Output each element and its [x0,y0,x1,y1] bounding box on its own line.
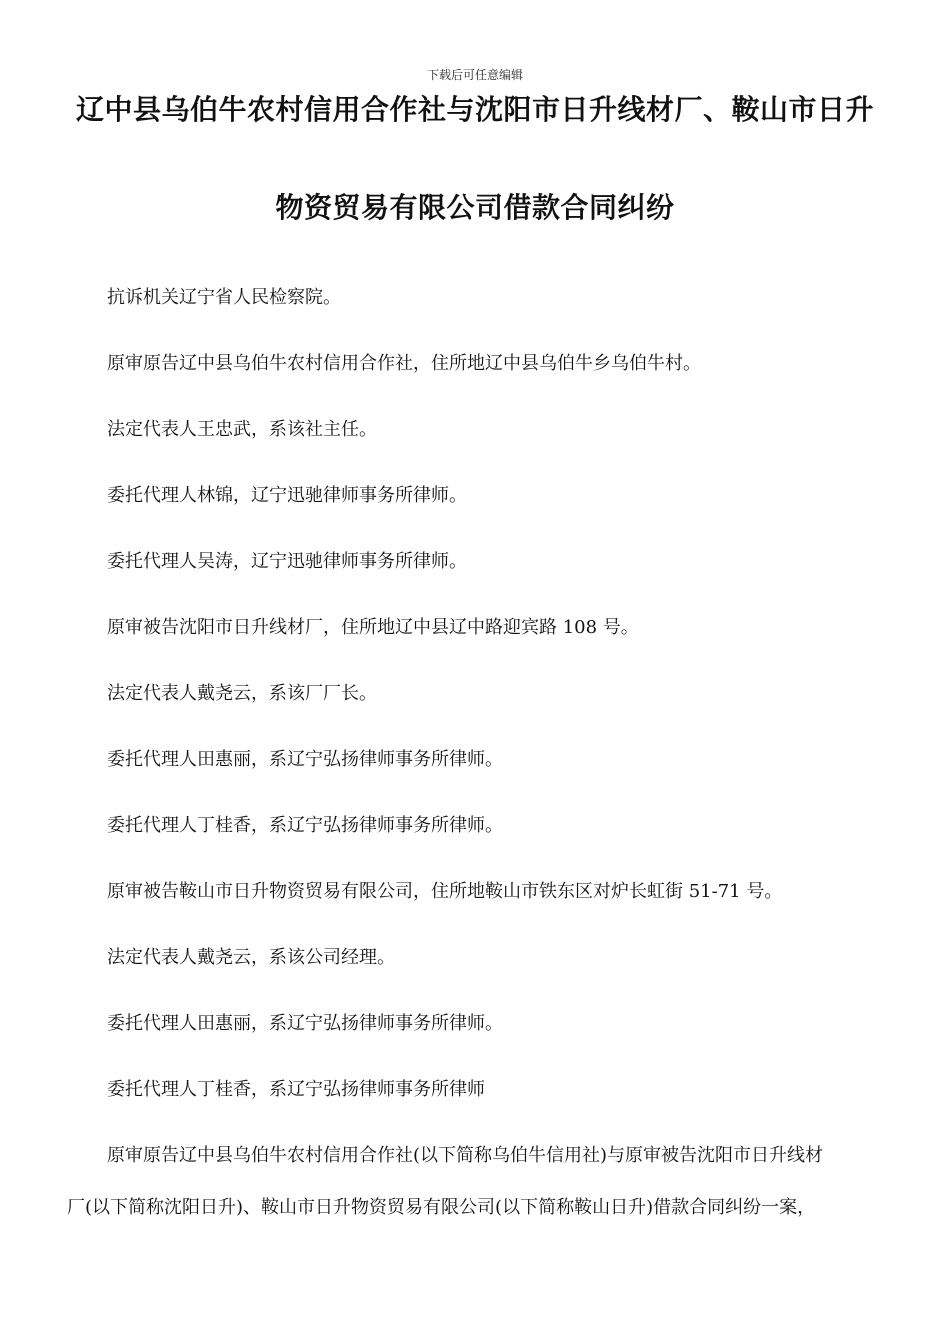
paragraph-agent-lin-jin: 委托代理人林锦，辽宁迅驰律师事务所律师。 [107,485,467,506]
paragraph-legal-representative-anshan: 法定代表人戴尧云，系该公司经理。 [107,947,395,968]
paragraph-legal-representative-plaintiff: 法定代表人王忠武，系该社主任。 [107,419,377,440]
paragraph-agent-tian-huili-2: 委托代理人田惠丽，系辽宁弘扬律师事务所律师。 [107,1013,503,1034]
paragraph-agent-wu-tao: 委托代理人吴涛，辽宁迅驰律师事务所律师。 [107,551,467,572]
header-note: 下载后可任意编辑 [426,68,523,82]
paragraph-defendant-shenyang: 原审被告沈阳市日升线材厂，住所地辽中县辽中路迎宾路 108 号。 [107,617,639,638]
paragraph-protest-authority: 抗诉机关辽宁省人民检察院。 [107,287,341,308]
document-title-line-1: 辽中县乌伯牛农村信用合作社与沈阳市日升线材厂、鞍山市日升 [75,93,874,126]
document-title-line-2: 物资贸易有限公司借款合同纠纷 [275,191,675,224]
paragraph-agent-ding-guixiang-2: 委托代理人丁桂香，系辽宁弘扬律师事务所律师 [107,1079,485,1100]
paragraph-agent-tian-huili-1: 委托代理人田惠丽，系辽宁弘扬律师事务所律师。 [107,749,503,770]
paragraph-defendant-anshan: 原审被告鞍山市日升物资贸易有限公司，住所地鞍山市铁东区对炉长虹街 51-71 号。 [107,881,783,902]
paragraph-legal-representative-shenyang: 法定代表人戴尧云，系该厂厂长。 [107,683,377,704]
final-paragraph-line-2: 厂(以下简称沈阳日升)、鞍山市日升物资贸易有限公司(以下简称鞍山日升)借款合同纠纷一案， [67,1197,816,1218]
paragraph-original-plaintiff: 原审原告辽中县乌伯牛农村信用合作社，住所地辽中县乌伯牛乡乌伯牛村。 [107,353,701,374]
paragraph-agent-ding-guixiang-1: 委托代理人丁桂香，系辽宁弘扬律师事务所律师。 [107,815,503,836]
final-paragraph-line-1: 原审原告辽中县乌伯牛农村信用合作社(以下简称乌伯牛信用社)与原审被告沈阳市日升线材 [107,1145,824,1166]
